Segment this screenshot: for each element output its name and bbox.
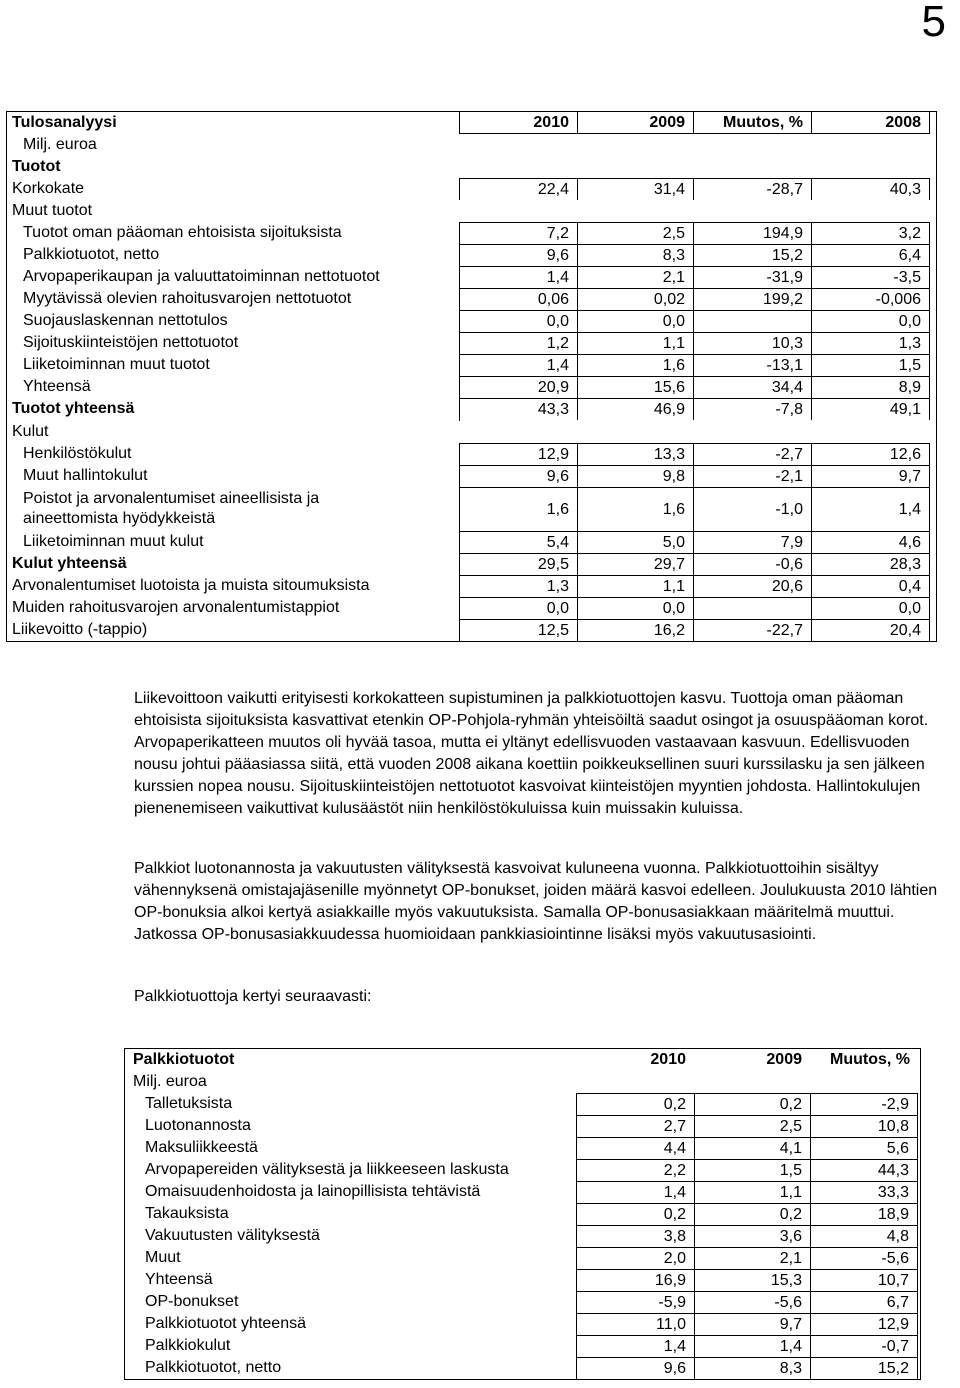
cell: 29,7 xyxy=(577,553,693,575)
table-row xyxy=(7,376,936,398)
cell: 194,9 xyxy=(693,222,811,244)
cell: -0,7 xyxy=(810,1335,918,1357)
cell: 0,2 xyxy=(694,1203,810,1225)
row-label: Kulut yhteensä xyxy=(12,555,127,572)
cell: 3,8 xyxy=(576,1225,694,1247)
table-row xyxy=(125,1357,920,1379)
cell: -2,7 xyxy=(693,443,811,465)
cell: 6,7 xyxy=(810,1291,918,1313)
cell: 0,0 xyxy=(459,597,577,619)
row-label: Poistot ja arvonalentumiset aineellisista ja aineettomista hyödykkeistä xyxy=(23,490,320,527)
table-row xyxy=(7,421,936,443)
cell: 15,2 xyxy=(810,1357,918,1379)
cell: 13,3 xyxy=(577,443,693,465)
table-row xyxy=(7,553,936,575)
table-row xyxy=(7,200,936,222)
table-row xyxy=(125,1313,920,1335)
cell: -0,006 xyxy=(811,288,930,310)
cell: 44,3 xyxy=(810,1159,918,1181)
table-row xyxy=(7,178,936,200)
table-row xyxy=(125,1291,920,1313)
table-header-row xyxy=(125,1049,920,1071)
cell: 10,8 xyxy=(810,1115,918,1137)
row-label: Vakuutusten välityksestä xyxy=(145,1227,320,1244)
column-header: Muutos, % xyxy=(830,1051,910,1068)
cell: 9,6 xyxy=(576,1357,694,1379)
cell: 16,9 xyxy=(576,1269,694,1291)
cell: 12,9 xyxy=(810,1313,918,1335)
cell: 8,9 xyxy=(811,376,930,398)
cell: 2,2 xyxy=(576,1159,694,1181)
cell: 1,1 xyxy=(577,332,693,354)
table-row xyxy=(7,487,936,531)
row-label: Palkkiokulut xyxy=(145,1337,231,1354)
table-row xyxy=(7,332,936,354)
table-row xyxy=(125,1247,920,1269)
table-row xyxy=(125,1269,920,1291)
row-label: Sijoituskiinteistöjen nettotuotot xyxy=(23,334,239,351)
cell: 6,4 xyxy=(811,244,930,266)
cell: 1,4 xyxy=(694,1335,810,1357)
table-row xyxy=(125,1159,920,1181)
cell: 22,4 xyxy=(459,178,577,200)
table-row xyxy=(7,465,936,487)
cell: -2,1 xyxy=(693,465,811,487)
cell: 1,4 xyxy=(811,487,930,531)
row-label: Muut tuotot xyxy=(12,202,93,219)
cell: 2,7 xyxy=(576,1115,694,1137)
row-label: Tuotot oman pääoman ehtoisista sijoituksista xyxy=(23,224,342,241)
cell: 29,5 xyxy=(459,553,577,575)
cell: 1,4 xyxy=(576,1335,694,1357)
table-row xyxy=(7,156,936,178)
cell: 31,4 xyxy=(577,178,693,200)
cell: 15,2 xyxy=(693,244,811,266)
cell: 20,9 xyxy=(459,376,577,398)
cell: 3,2 xyxy=(811,222,930,244)
cell: 4,1 xyxy=(694,1137,810,1159)
row-label: Arvopaperikaupan ja valuuttatoiminnan nettotuotot xyxy=(23,268,380,285)
row-label: Kulut xyxy=(12,423,49,440)
cell: 10,3 xyxy=(693,332,811,354)
table-row xyxy=(7,354,936,376)
cell: 5,6 xyxy=(810,1137,918,1159)
row-label: Liiketoiminnan muut kulut xyxy=(23,533,204,550)
table-row xyxy=(125,1225,920,1247)
row-label: Muiden rahoitusvarojen arvonalentumistappiot xyxy=(12,599,340,616)
cell: 2,5 xyxy=(577,222,693,244)
row-label: Muut xyxy=(145,1249,181,1266)
cell: 1,4 xyxy=(459,266,577,288)
cell: -1,0 xyxy=(693,487,811,531)
cell: -13,1 xyxy=(693,354,811,376)
column-header: 2010 xyxy=(459,112,577,134)
cell: 199,2 xyxy=(693,288,811,310)
cell: 12,9 xyxy=(459,443,577,465)
cell: 5,0 xyxy=(577,531,693,553)
cell: -31,9 xyxy=(693,266,811,288)
cell: 4,4 xyxy=(576,1137,694,1159)
column-header: 2008 xyxy=(811,112,930,134)
cell: 46,9 xyxy=(577,398,693,420)
column-header: 2009 xyxy=(577,112,693,134)
cell: 8,3 xyxy=(577,244,693,266)
cell: 2,1 xyxy=(694,1247,810,1269)
table-unit: Milj. euroa xyxy=(133,1073,207,1090)
cell: 1,6 xyxy=(577,487,693,531)
cell: -28,7 xyxy=(693,178,811,200)
cell: 10,7 xyxy=(810,1269,918,1291)
row-label: OP-bonukset xyxy=(145,1293,239,1310)
row-label: Myytävissä olevien rahoitusvarojen nettotuotot xyxy=(23,290,352,307)
income-analysis-table xyxy=(6,111,937,642)
cell: 1,5 xyxy=(811,354,930,376)
cell: 4,8 xyxy=(810,1225,918,1247)
paragraph xyxy=(134,688,949,820)
cell: 49,1 xyxy=(811,398,930,420)
cell: 1,3 xyxy=(459,575,577,597)
cell: 11,0 xyxy=(576,1313,694,1335)
cell: 20,6 xyxy=(693,575,811,597)
row-label: Suojauslaskennan nettotulos xyxy=(23,312,228,329)
column-header: Muutos, % xyxy=(693,112,811,134)
table-row xyxy=(7,310,936,332)
cell: 8,3 xyxy=(694,1357,810,1379)
fee-income-table xyxy=(124,1048,921,1380)
table-unit: Milj. euroa xyxy=(23,136,97,153)
cell: 0,0 xyxy=(811,310,930,332)
row-label: Omaisuudenhoidosta ja lainopillisista tehtävistä xyxy=(145,1183,481,1200)
cell: 1,2 xyxy=(459,332,577,354)
cell: 0,0 xyxy=(811,597,930,619)
table-unit-row xyxy=(7,134,936,156)
cell: 20,4 xyxy=(811,619,930,641)
table-row xyxy=(7,398,936,420)
table-row xyxy=(125,1335,920,1357)
row-label: Luotonannosta xyxy=(145,1117,251,1134)
paragraph xyxy=(134,858,949,946)
cell: 0,0 xyxy=(459,310,577,332)
column-header: 2010 xyxy=(650,1051,686,1068)
cell: 1,6 xyxy=(577,354,693,376)
row-label: Korkokate xyxy=(12,180,85,197)
cell xyxy=(693,310,811,332)
cell: 28,3 xyxy=(811,553,930,575)
cell: 2,0 xyxy=(576,1247,694,1269)
cell: 3,6 xyxy=(694,1225,810,1247)
table-row xyxy=(7,619,936,641)
cell: -22,7 xyxy=(693,619,811,641)
table-row xyxy=(125,1203,920,1225)
paragraph-text: Palkkiot luotonannosta ja vakuutusten välityksestä kasvoivat kuluneena vuonna. Palkkiotuottoihin sisältyy vähennyksenä omistajajäsenille myönnetyt OP-bonukset, joiden määrä kasvoi edelleen. Joulukuusta 2010 lähtien OP-bonuksia alkoi kertyä asiakkaille myös vakuutuksista. Samalla OP-bonusasiakkaan määritelmä muuttui. Jatkossa OP-bonusasiakkuudessa huomioidaan pankkiasiointinne lisäksi myös vakuutusasiointi. xyxy=(134,860,938,943)
cell: 12,6 xyxy=(811,443,930,465)
cell: 4,6 xyxy=(811,531,930,553)
cell: 9,6 xyxy=(459,465,577,487)
cell: 18,9 xyxy=(810,1203,918,1225)
table-row xyxy=(125,1115,920,1137)
cell: 0,0 xyxy=(577,310,693,332)
cell: 0,2 xyxy=(694,1093,810,1115)
cell: 7,2 xyxy=(459,222,577,244)
row-label: Maksuliikkeestä xyxy=(145,1139,258,1156)
cell: 2,5 xyxy=(694,1115,810,1137)
cell: 0,06 xyxy=(459,288,577,310)
column-header: 2009 xyxy=(766,1051,802,1068)
row-label: Muut hallintokulut xyxy=(23,467,148,484)
cell: 1,4 xyxy=(459,354,577,376)
table-row xyxy=(7,597,936,619)
row-label: Liikevoitto (-tappio) xyxy=(12,621,148,638)
row-label: Palkkiotuotot, netto xyxy=(145,1359,282,1376)
page-number: 5 xyxy=(921,0,946,46)
row-label: Henkilöstökulut xyxy=(23,445,132,462)
table-title: Tulosanalyysi xyxy=(12,114,117,131)
cell: -3,5 xyxy=(811,266,930,288)
cell: 1,1 xyxy=(577,575,693,597)
cell: -7,8 xyxy=(693,398,811,420)
cell: 33,3 xyxy=(810,1181,918,1203)
cell: 1,3 xyxy=(811,332,930,354)
row-label: Arvopapereiden välityksestä ja liikkeeseen laskusta xyxy=(145,1161,509,1178)
cell: 16,2 xyxy=(577,619,693,641)
table-row xyxy=(7,288,936,310)
table-row xyxy=(125,1093,920,1115)
row-label: Liiketoiminnan muut tuotot xyxy=(23,356,210,373)
cell: 0,4 xyxy=(811,575,930,597)
paragraph-text: Palkkiotuottoja kertyi seuraavasti: xyxy=(134,988,372,1005)
cell: 2,1 xyxy=(577,266,693,288)
table-header-row xyxy=(7,112,936,134)
table-row xyxy=(7,531,936,553)
cell: 9,7 xyxy=(811,465,930,487)
table-row xyxy=(7,443,936,465)
table-row xyxy=(125,1181,920,1203)
row-label: Talletuksista xyxy=(145,1095,233,1112)
paragraph-text: Liikevoittoon vaikutti erityisesti korkokatteen supistuminen ja palkkiotuottojen kasvu. Tuottoja oman pääoman ehtoisista sijoituksista kasvattivat etenkin OP-Pohjola-ryhmän yhteisöiltä saadut osingot ja osuuspääoman korot. Arvopaperikatteen muutos oli hyvää tasoa, mutta ei yltänyt edellisvuoden vastaavaan kasvuun. Edellisvuoden nousu johtui pääasiassa siitä, että vuoden 2008 aikana koettiin poikkeuksellinen suuri kurssilasku ja sen jälkeen kurssien nopea nousu. Sijoituskiinteistöjen nettotuotot kasvoivat kiinteistöjen myyntien johdosta. Hallintokulujen pienenemiseen vaikuttivat kulusäästöt niin henkilöstökuluissa kuin muissakin kuluissa. xyxy=(134,690,929,817)
cell: 43,3 xyxy=(459,398,577,420)
table-unit-row xyxy=(125,1071,920,1093)
cell: 40,3 xyxy=(811,178,930,200)
row-label: Yhteensä xyxy=(145,1271,213,1288)
cell: 15,3 xyxy=(694,1269,810,1291)
cell: -0,6 xyxy=(693,553,811,575)
cell: -2,9 xyxy=(810,1093,918,1115)
paragraph xyxy=(134,986,949,1008)
cell: 9,8 xyxy=(577,465,693,487)
table-row xyxy=(7,244,936,266)
row-label: Tuotot yhteensä xyxy=(12,400,135,417)
cell: 0,02 xyxy=(577,288,693,310)
cell: 1,6 xyxy=(459,487,577,531)
row-label: Tuotot xyxy=(12,158,61,175)
row-label: Palkkiotuotot, netto xyxy=(23,246,160,263)
table-row xyxy=(7,222,936,244)
table-row xyxy=(7,266,936,288)
table-row xyxy=(125,1137,920,1159)
cell: 34,4 xyxy=(693,376,811,398)
cell: -5,6 xyxy=(694,1291,810,1313)
cell: 1,4 xyxy=(576,1181,694,1203)
cell: 1,5 xyxy=(694,1159,810,1181)
cell: 7,9 xyxy=(693,531,811,553)
cell: 5,4 xyxy=(459,531,577,553)
cell: -5,6 xyxy=(810,1247,918,1269)
cell: 0,2 xyxy=(576,1093,694,1115)
cell: 0,0 xyxy=(577,597,693,619)
cell: 9,6 xyxy=(459,244,577,266)
cell: 0,2 xyxy=(576,1203,694,1225)
row-label: Arvonalentumiset luotoista ja muista sitoumuksista xyxy=(12,577,370,594)
cell: 9,7 xyxy=(694,1313,810,1335)
cell: 12,5 xyxy=(459,619,577,641)
table-row xyxy=(7,575,936,597)
cell: 1,1 xyxy=(694,1181,810,1203)
row-label: Yhteensä xyxy=(23,378,91,395)
row-label: Palkkiotuotot yhteensä xyxy=(145,1315,306,1332)
row-label: Takauksista xyxy=(145,1205,229,1222)
cell xyxy=(693,597,811,619)
cell: -5,9 xyxy=(576,1291,694,1313)
table-title: Palkkiotuotot xyxy=(133,1051,235,1068)
cell: 15,6 xyxy=(577,376,693,398)
